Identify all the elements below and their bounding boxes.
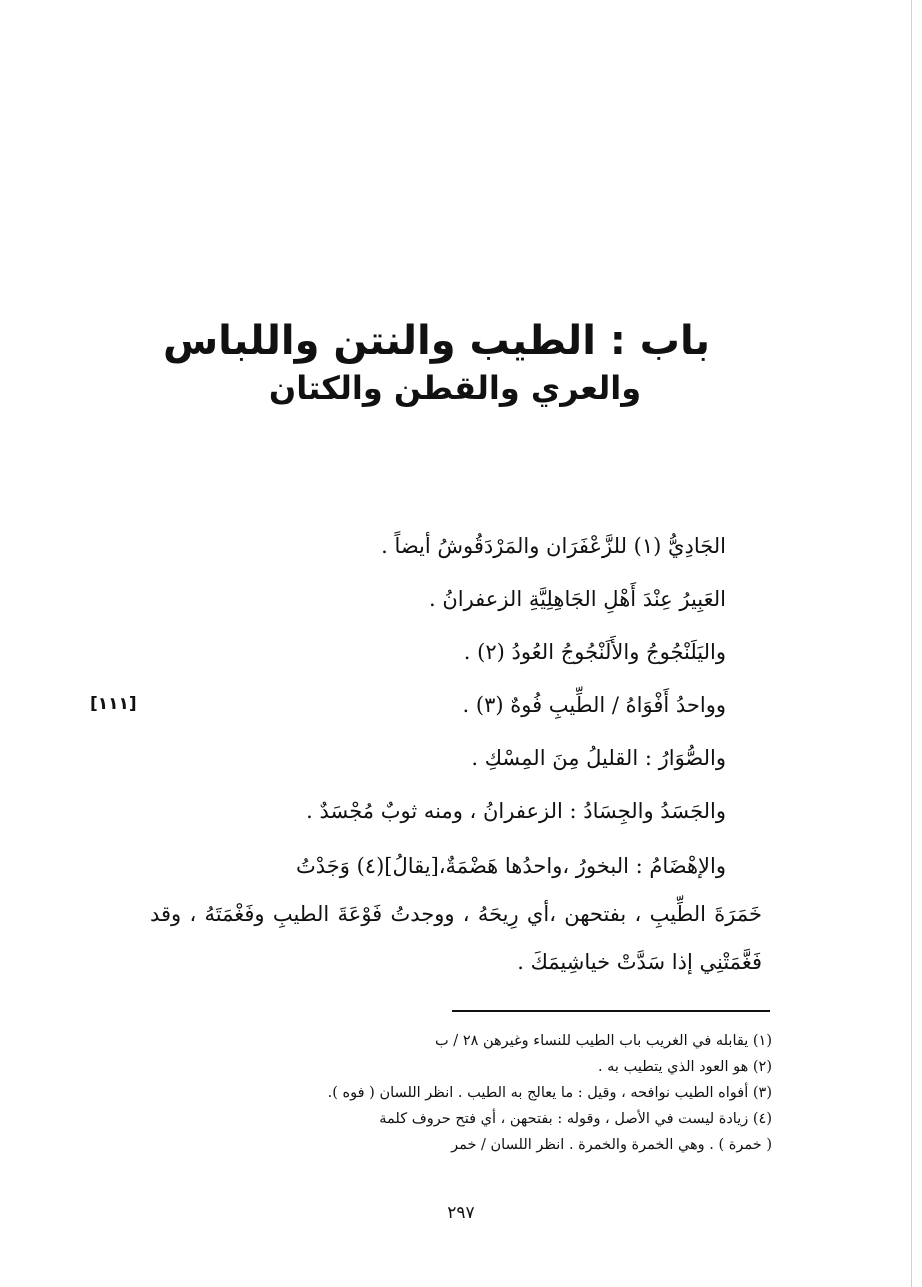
page-number: ٢٩٧ xyxy=(447,1203,475,1223)
paragraph-first-line: والإهْضَامُ : البخورُ ،واحدُها هَضْمَةٌ،[يقالُ](٤) وَجَدْتُ xyxy=(295,854,726,878)
margin-folio-reference: [١١١] xyxy=(90,694,137,714)
body-entries xyxy=(166,520,726,838)
entry-line-3: واليَلَنْجُوجُ والأَلَنْجُوجُ العُودُ (٢) . xyxy=(463,640,726,664)
footnote-4-continuation: ( خمرة ) . وهي الخمرة والخمرة . انظر اللسان / خمر xyxy=(451,1137,772,1153)
entry-line-6: والجَسَدُ والجِسَادُ : الزعفرانُ ، ومنه ثوبٌ مُجْسَدٌ . xyxy=(306,799,726,823)
entry-line-1: الجَادِيُّ (١) للزَّعْفَرَان والمَرْدَقُوشُ أيضاً . xyxy=(381,534,726,558)
chapter-subtitle: والعري والقطن والكتان xyxy=(268,369,642,407)
body-paragraph xyxy=(150,842,762,986)
footnotes xyxy=(152,1028,772,1158)
footnote-3: (٣) أفواه الطيب نوافحه ، وقيل : ما يعالج به الطيب . انظر اللسان ( فوه ). xyxy=(327,1085,772,1101)
footnote-4: (٤) زيادة ليست في الأصل ، وقوله : بفتحهن ، أي فتح حروف كلمة xyxy=(379,1111,772,1127)
entry-line-4: وواحدُ أَفْوَاهُ / الطِّيبِ فُوهٌ (٣) . xyxy=(462,693,726,717)
footnote-1: (١) يقابله في الغريب باب الطيب للنساء وغيرهن ٢٨ / ب xyxy=(435,1033,772,1049)
entry-line-2: العَبِيرُ عِنْدَ أَهْلِ الجَاهِلِيَّةِ الزعفرانُ . xyxy=(428,587,726,611)
paragraph-continuation: خَمَرَةَ الطِّيبِ ، بفتحهن ،أي رِيحَهُ ، ووجدتُ فَوْعَةَ الطيبِ وفَغْمَتَهُ ، وقد فَغَّمَتْنِي إذا سَدَّتْ خياشِيمَكَ . xyxy=(150,902,762,974)
footnote-2: (٢) هو العود الذي يتطيب به . xyxy=(597,1059,772,1075)
chapter-heading xyxy=(162,318,710,410)
entry-line-5: والصُّوَارُ : القليلُ مِنَ المِسْكِ . xyxy=(471,746,726,770)
chapter-title: باب : الطيب والنتن واللباس xyxy=(162,318,710,364)
page-edge-line xyxy=(911,0,912,1287)
footnote-separator xyxy=(452,1010,770,1012)
